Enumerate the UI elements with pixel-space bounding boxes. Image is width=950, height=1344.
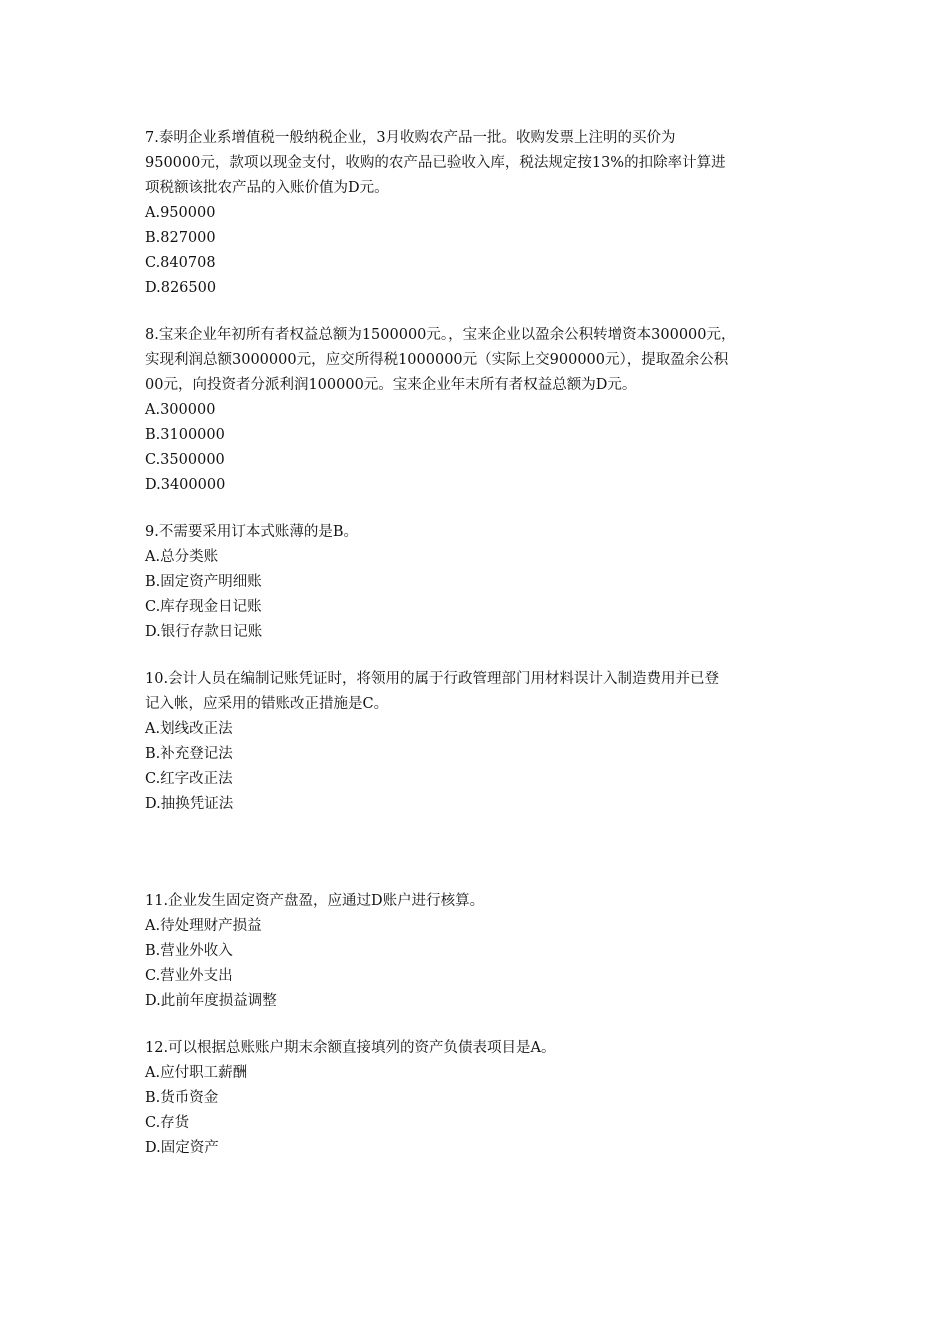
question-stem-line: 00元，向投资者分派利润100000元。宝来企业年末所有者权益总额为D元。 xyxy=(145,377,637,393)
spacer xyxy=(145,301,825,323)
option-a: A.划线改正法 xyxy=(145,721,233,737)
option-d: D.抽换凭证法 xyxy=(145,796,234,812)
spacer xyxy=(145,645,825,667)
option-d: D.此前年度损益调整 xyxy=(145,993,277,1009)
question-stem-line: 记入帐，应采用的错账改正措施是C。 xyxy=(145,696,389,712)
option-d: D.固定资产 xyxy=(145,1140,219,1156)
option-a: A.950000 xyxy=(145,205,216,221)
question-10 xyxy=(145,667,825,817)
option-b: B.3100000 xyxy=(145,427,225,443)
question-stem-line: 11.企业发生固定资产盘盈，应通过D账户进行核算。 xyxy=(145,893,485,909)
option-d: D.826500 xyxy=(145,280,217,296)
option-b: B.补充登记法 xyxy=(145,746,233,762)
option-b: B.营业外收入 xyxy=(145,943,233,959)
option-a: A.应付职工薪酬 xyxy=(145,1065,248,1081)
question-8 xyxy=(145,323,825,498)
option-c: C.3500000 xyxy=(145,452,225,468)
option-b: B.货币资金 xyxy=(145,1090,219,1106)
option-c: C.红字改正法 xyxy=(145,771,233,787)
question-7 xyxy=(145,126,825,301)
option-d: D.银行存款日记账 xyxy=(145,624,263,640)
option-c: C.营业外支出 xyxy=(145,968,233,984)
question-stem-line: 8.宝来企业年初所有者权益总额为1500000元。，宝来企业以盈余公积转增资本300000元， xyxy=(145,327,736,343)
question-stem-line: 项税额该批农产品的入账价值为D元。 xyxy=(145,180,389,196)
question-stem-line: 实现利润总额3000000元，应交所得税1000000元（实际上交900000元），提取盈余公积 xyxy=(145,352,729,368)
option-b: B.827000 xyxy=(145,230,216,246)
question-stem-line: 9.不需要采用订本式账薄的是B。 xyxy=(145,524,358,540)
question-stem-line: 10.会计人员在编制记账凭证时，将领用的属于行政管理部门用材料误计入制造费用并已登 xyxy=(145,671,720,687)
document-page xyxy=(145,126,825,1161)
option-a: A.总分类账 xyxy=(145,549,219,565)
option-c: C.840708 xyxy=(145,255,216,271)
spacer xyxy=(145,1014,825,1036)
option-c: C.库存现金日记账 xyxy=(145,599,262,615)
option-a: A.待处理财产损益 xyxy=(145,918,262,934)
option-c: C.存货 xyxy=(145,1115,190,1131)
option-a: A.300000 xyxy=(145,402,216,418)
option-d: D.3400000 xyxy=(145,477,226,493)
question-11 xyxy=(145,889,825,1014)
spacer xyxy=(145,817,825,889)
question-stem-line: 950000元，款项以现金支付，收购的农产品已验收入库，税法规定按13%的扣除率计算进 xyxy=(145,155,726,171)
question-stem-line: 7.泰明企业系增值税一般纳税企业，3月收购农产品一批。收购发票上注明的买价为 xyxy=(145,130,676,146)
question-stem-line: 12.可以根据总账账户期末余额直接填列的资产负债表项目是A。 xyxy=(145,1040,556,1056)
spacer xyxy=(145,498,825,520)
question-9 xyxy=(145,520,825,645)
option-b: B.固定资产明细账 xyxy=(145,574,262,590)
question-12 xyxy=(145,1036,825,1161)
